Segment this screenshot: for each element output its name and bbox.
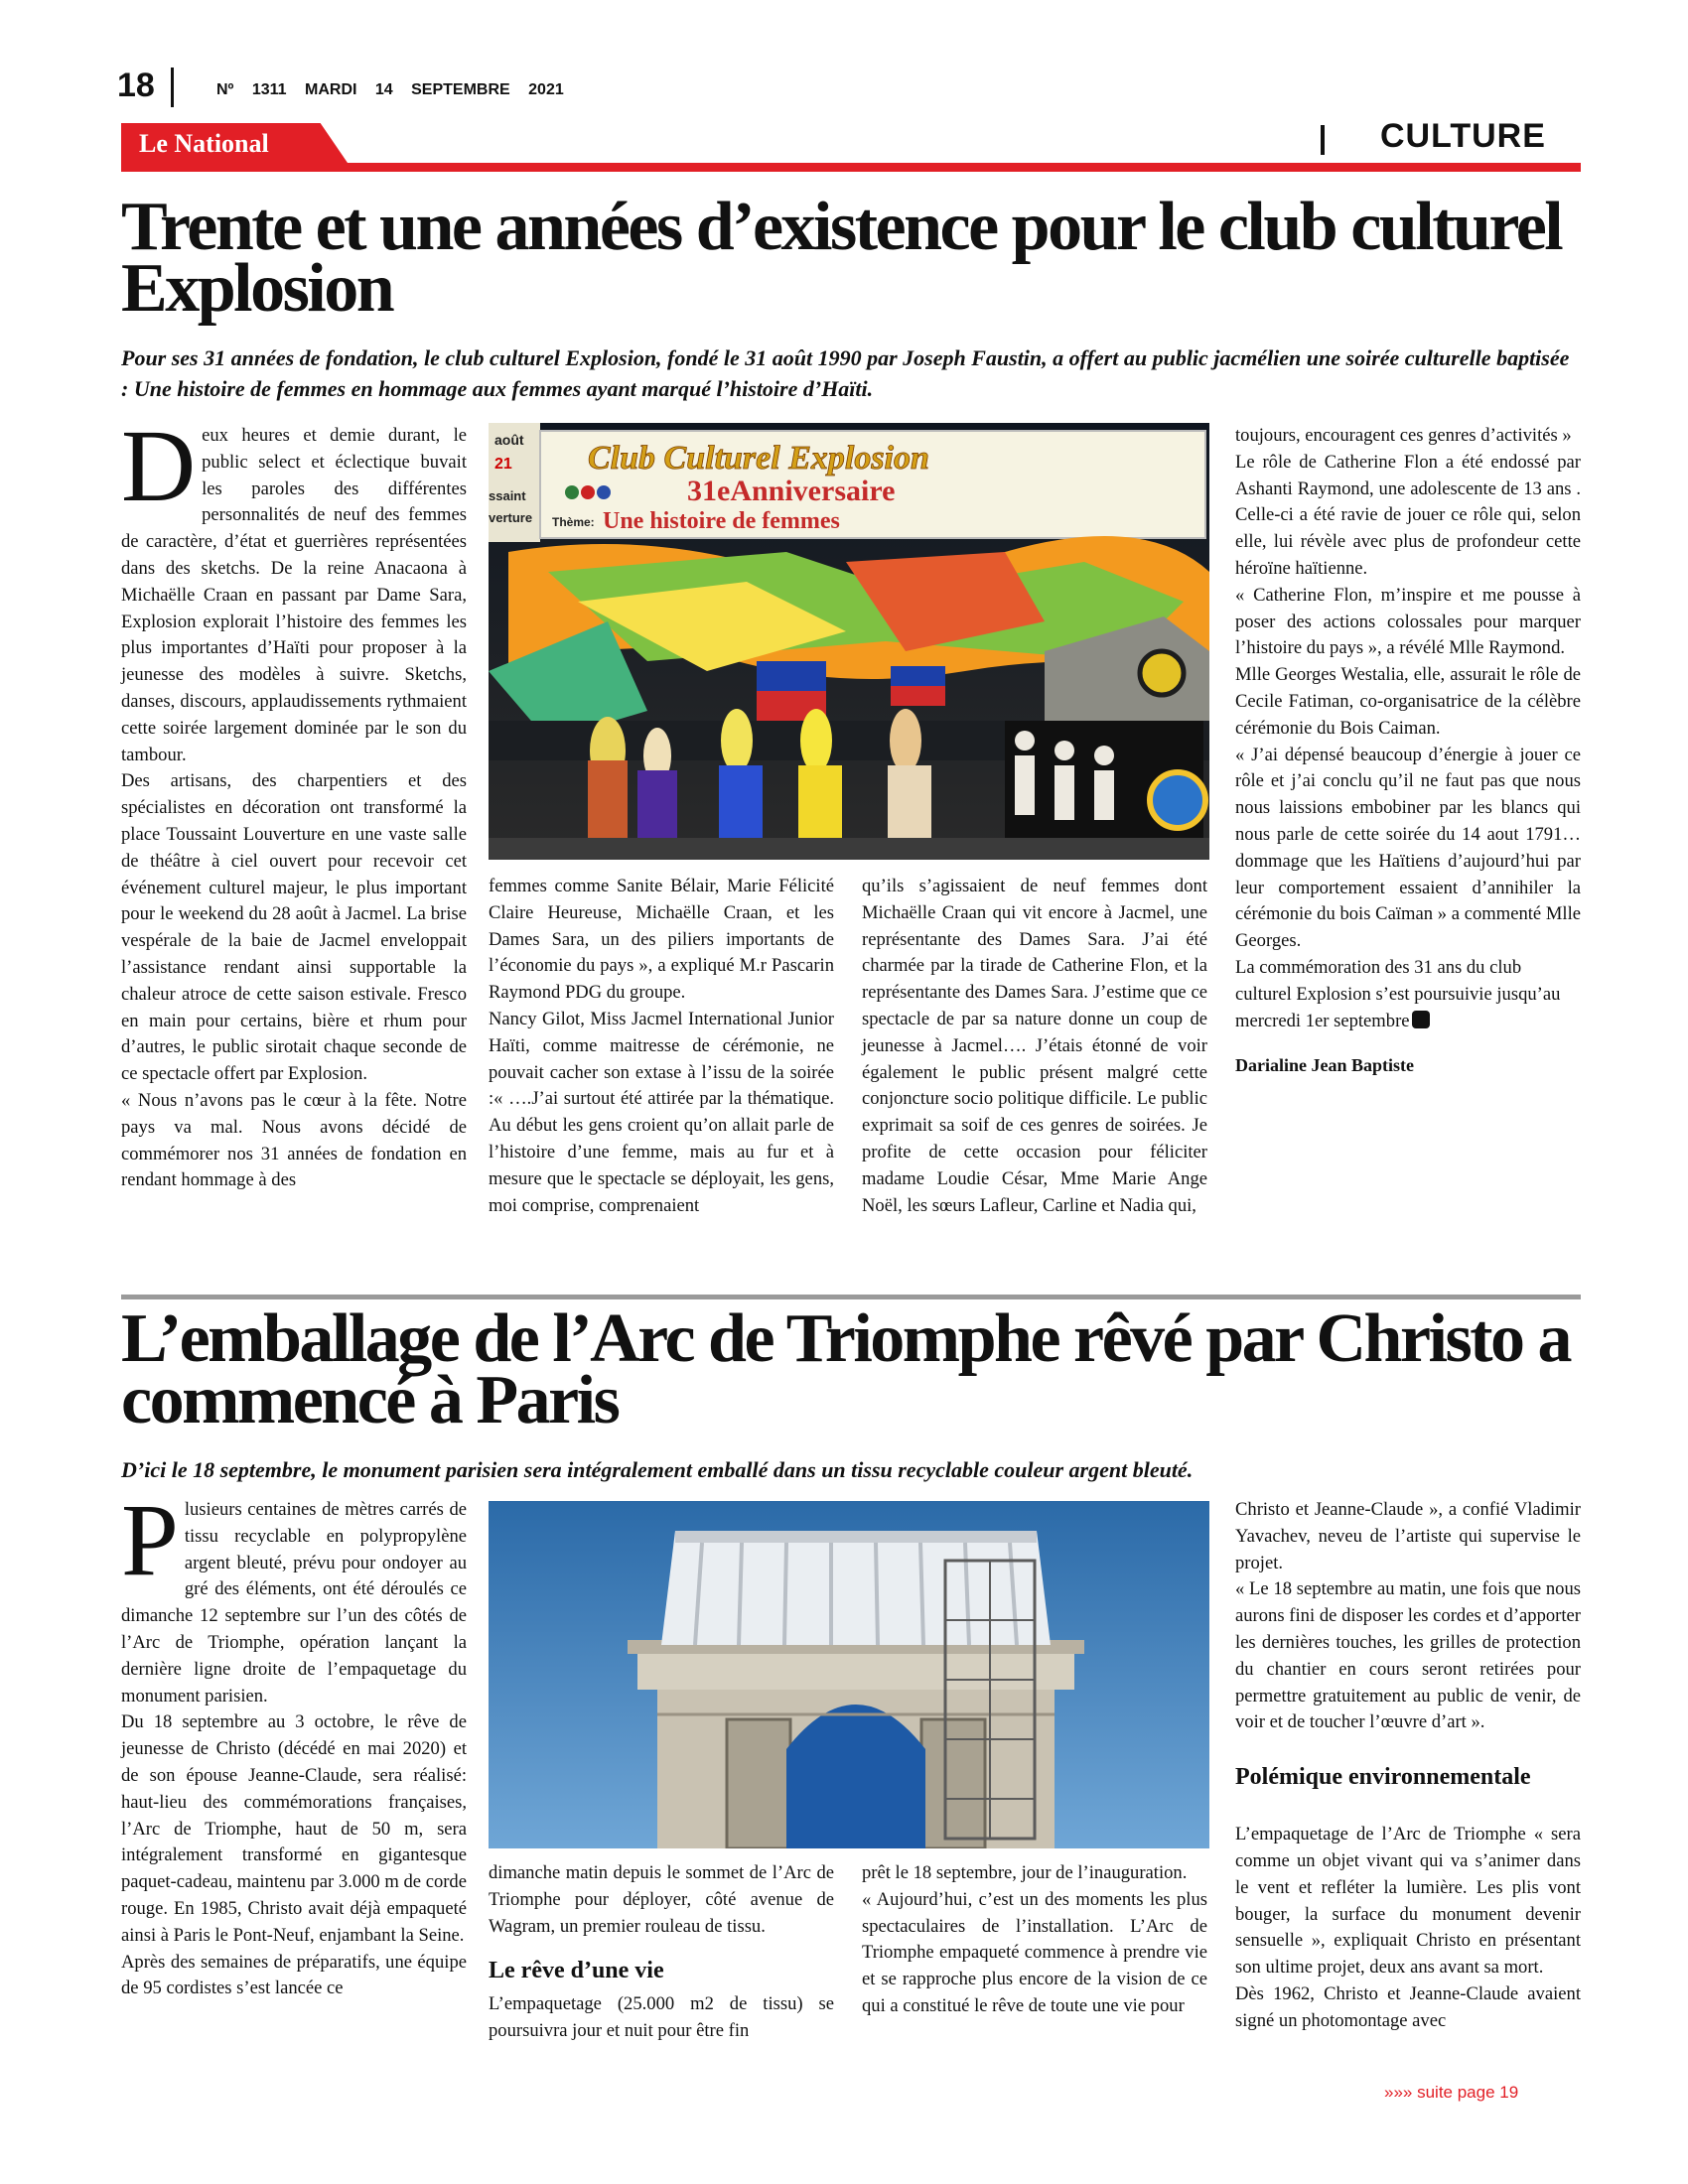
page-number-divider: [171, 68, 174, 107]
article1-column-3: [862, 874, 1207, 1219]
stage-sign-line-3: ssaint: [489, 488, 526, 503]
article2-c2-p1: dimanche matin depuis le sommet de l’Arc de Triomphe pour déployer, côté avenue de Wagram, un premier rouleau de tissu.: [489, 1862, 834, 1937]
article1-c1-p1: eux heures et demie durant, le public select et éclectique buvait les paroles des différentes personnalités de neuf des femmes de caractère, d’état et guerrières représentées dans des sketchs. De la reine Anacaona à Michaëlle Craan en passant par Dame Sara, Explosion explorait l’histoire des femmes les plus importantes d’Haïti pour proposer à la jeunesse des modèles à suivre. Sketchs, danses, discours, applaudissements rythmaient cette soirée largement dominée par le son du tambour.: [121, 425, 467, 765]
section-divider: [1321, 125, 1325, 155]
article1-column-2: [489, 874, 834, 1219]
article2-dropcap: P: [121, 1483, 179, 1597]
article1-c4-p6: La commémoration des 31 ans du club culturel Explosion s’est poursuivie jusqu’au mercredi 1er septembre: [1235, 956, 1561, 1031]
article1-c4-p1: toujours, encouragent ces genres d’activités »: [1235, 425, 1572, 446]
article2-c4-p4: Dès 1962, Christo et Jeanne-Claude avaient signé un photomontage avec: [1235, 1982, 1581, 2031]
article1-c4-p5: « J’ai dépensé beaucoup d’énergie à jouer ce rôle et j’ai conclu qu’il ne faut pas que nous nous laissions embobiner par les blancs qui nous parle de cette soirée du 14 aout 1791… dommage que les Haïtiens d’aujourd’hui par leur comportement essaient d’annihiler la cérémonie du bois Caïman » a commenté Mlle Georges.: [1235, 744, 1581, 952]
article2-photo-arc: [489, 1501, 1209, 1848]
article2-column-3: [862, 1860, 1207, 2020]
article1-c1-p3: « Nous n’avons pas le cœur à la fête. Notre pays va mal. Nous avons décidé de commémorer nos 31 années de fondation en rendant hommage à des: [121, 1089, 467, 1191]
article2-subhead-2: Polémique environnementale: [1235, 1764, 1531, 1791]
article1-c1-p2: Des artisans, des charpentiers et des spécialistes en décoration ont transformé la place Toussaint Louverture en une vaste salle de théâtre à ciel ouvert pour recevoir cet événement culturel majeur, le plus important pour le weekend du 28 août à Jacmel. La brise vespérale de la baie de Jacmel enveloppait l’assistance rendant ainsi supportable la chaleur atroce de cette saison estivale. Fresco en main pour certains, bière et rhum pour d’autres, le public sirotait chaque seconde de ce spectacle offert par Explosion.: [121, 770, 467, 1085]
article1-headline: Trente et une années d’existence pour le club culturel Explosion: [121, 189, 1562, 327]
banner-theme-label: Thème:: [552, 515, 595, 529]
article1-dropcap: D: [121, 409, 197, 523]
article1-deck: Pour ses 31 années de fondation, le club culturel Explosion, fondé le 31 août 1990 par Joseph Faustin, a offert au public jacmélien une soirée culturelle baptisée : Une histoire de femmes en hommage aux femmes ayant marqué l’histoire d’Haïti.: [121, 345, 1570, 401]
article2-deck: D’ici le 18 septembre, le monument parisien sera intégralement emballé dans un tissu recyclable couleur argent bleuté.: [121, 1457, 1194, 1482]
article2-c4-p1: Christo et Jeanne-Claude », a confié Vladimir Yavachev, neveu de l’artiste qui supervise le projet.: [1235, 1499, 1581, 1573]
banner-title: Club Culturel Explosion: [588, 440, 929, 477]
article1-column-4: [1235, 423, 1581, 1079]
article2-c3-p2: « Aujourd’hui, c’est un des moments les plus spectaculaires de l’installation. L’Arc de Triomphe empaqueté commence à prendre vie et se rapproche plus encore de la vision de ce qui a constitué le rêve de toute une vie pour: [862, 1888, 1207, 2016]
article1-c2-p2: Nancy Gilot, Miss Jacmel International Junior Haïti, comme maitresse de cérémonie, ne pouvait cacher son extase à l’issu de la soirée :« ….J’ai surtout été attirée par la thématique. Au début les gens croient qu’on allait parle de l’histoire d’une femme, mais au fur et à mesure que le spectacle se déployait, les gens, moi comprise, comprenaient: [489, 1008, 834, 1216]
article2-c1-p3: Après des semaines de préparatifs, une équipe de 95 cordistes s’est lancée ce: [121, 1951, 467, 1999]
article1-c4-p2: Le rôle de Catherine Flon a été endossé par Ashanti Raymond, une adolescente de 13 ans . Celle-ci a été ravie de jouer ce rôle qui, selon elle, lui révèle avec plus de profondeur cette héroïne haïtienne.: [1235, 451, 1581, 579]
page-number: 18: [117, 67, 155, 104]
article1-c2-p1: femmes comme Sanite Bélair, Marie Félicité Claire Heureuse, Michaëlle Craan, et les Dames Sara, un des piliers importants de l’économie du pays », a expliqué M.r Pascarin Raymond PDG du groupe.: [489, 876, 834, 1004]
article1-c4-p3: « Catherine Flon, m’inspire et me pousse à poser des actions colossales pour marquer l’histoire du pays », a révélé Mlle Raymond.: [1235, 584, 1581, 659]
article2-column-1: [121, 1483, 467, 2002]
stage-sign-line-2: 21: [494, 456, 512, 473]
article2-c4-p3: L’empaquetage de l’Arc de Triomphe « sera comme un objet vivant qui va s’animer dans le vent et refléter la lumière. Les plis vont bouger, la surface du monument devenir sensuelle », expliquait Christo en présentant son ultime projet, deux ans avant sa mort.: [1235, 1824, 1581, 1979]
stage-sign-line-4: verture: [489, 510, 533, 525]
dateline: Nº 1311 MARDI 14 SEPTEMBRE 2021: [216, 81, 564, 98]
article2-headline: L’emballage de l’Arc de Triomphe rêvé par Christo a commencé à Paris: [121, 1300, 1571, 1438]
article2-subhead-1: Le rêve d’une vie: [489, 1958, 664, 1984]
brand-name: Le National: [139, 129, 269, 158]
continued-link[interactable]: »»» suite page 19: [1384, 2083, 1519, 2102]
article1-column-1: [121, 409, 467, 1194]
article2-c3-p1: prêt le 18 septembre, jour de l’inauguration.: [862, 1862, 1188, 1883]
article2-c1-p2: Du 18 septembre au 3 octobre, le rêve de jeunesse de Christo (décédé en mai 2020) et de son épouse Jeanne-Claude, sera réalisé: haut-lieu des commémorations françaises, l’Arc de Triomphe, haut de 50 m, sera intégralement transformé en gigantesque paquet-cadeau, maintenu par 3.000 m de corde rouge. En 1985, Christo avait déjà empaqueté ainsi à Paris le Pont-Neuf, enjambant la Seine.: [121, 1711, 467, 1946]
article2-c4-p2: « Le 18 septembre au matin, une fois que nous aurons fini de disposer les cordes et d’apporter les dernières touches, les grilles de protection du chantier en cours seront retirées pour permettre gratuitement au public de venir, de voir et de toucher l’œuvre d’art ».: [1235, 1578, 1581, 1733]
stage-sign-line-1: août: [494, 432, 524, 448]
end-of-article-icon: [1412, 1011, 1430, 1028]
article-divider: [121, 1295, 1581, 1299]
article1-signature: Darialine Jean Baptiste: [1235, 1055, 1414, 1076]
article2-c1-p1: lusieurs centaines de mètres carrés de tissu recyclable en polypropylène argent bleuté, prévu pour ondoyer au gré des éléments, ont été déroulés ce dimanche 12 septembre sur l’un des côtés de l’Arc de Triomphe, opération lançant la dernière ligne droite de l’empaquetage du monument parisien.: [121, 1499, 467, 1706]
article2-c2-p2: L’empaquetage (25.000 m2 de tissu) se poursuivra jour et nuit pour être fin: [489, 1993, 834, 2042]
banner-subtitle: 31eAnniversaire: [687, 475, 896, 507]
article2-column-2: [489, 1860, 834, 2045]
section-label: CULTURE: [1380, 117, 1546, 155]
article2-column-4: [1235, 1497, 1581, 2035]
article1-c4-p4: Mlle Georges Westalia, elle, assurait le rôle de Cecile Fatiman, co-organisatrice de la célèbre cérémonie du Bois Caiman.: [1235, 664, 1581, 739]
article1-photo-stage: [489, 423, 1209, 860]
banner-theme: Une histoire de femmes: [603, 508, 840, 534]
header-rule: [121, 163, 1581, 172]
article1-c3-p1: qu’ils s’agissaient de neuf femmes dont Michaëlle Craan qui vit encore à Jacmel, une représentante des Dames Sara. J’ai été charmée par la tirade de Catherine Flon, et la représentante des Dames Sara. J’estime que ce spectacle de par sa nature donne un coup de jeunesse à Jacmel…. J’étais étonné de voir également le public présent malgré cette conjoncture socio politique difficile. Le public exprimait sa soif de ces genres de soirées. Je profite de cette occasion pour féliciter madame Loudie César, Mme Marie Ange Noël, les sœurs Lafleur, Carline et Nadia qui,: [862, 876, 1207, 1216]
